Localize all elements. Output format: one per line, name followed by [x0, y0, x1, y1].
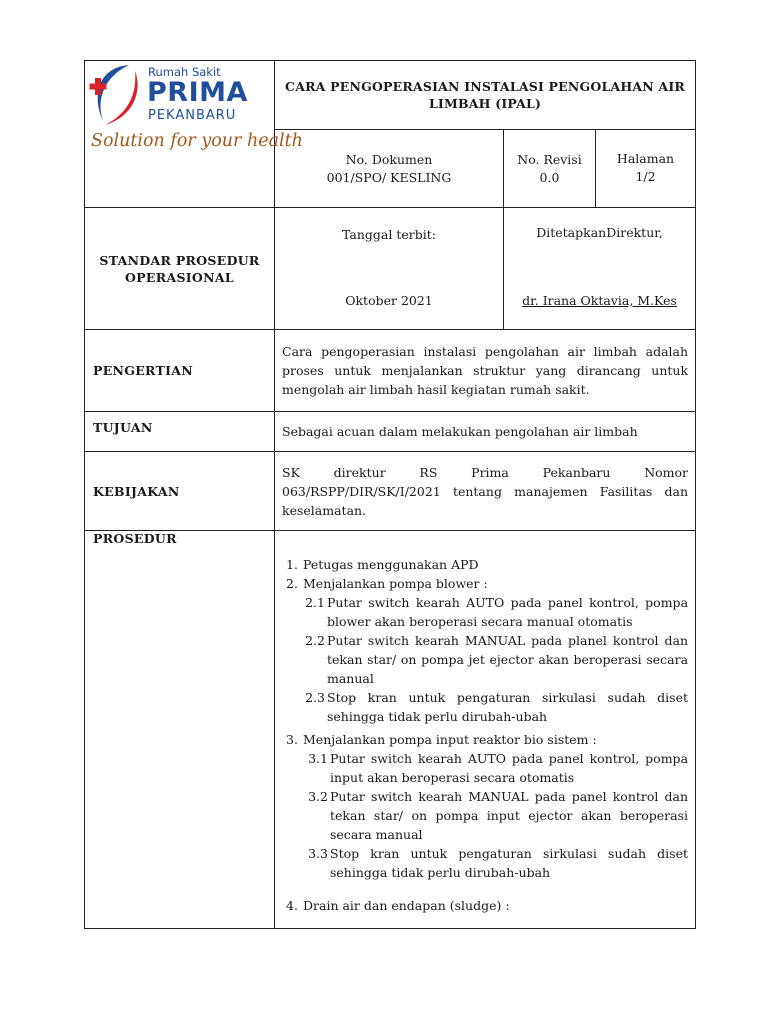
substep-text: Putar switch kearah MANUAL pada planel kontrol dan tekan star/ on pompa jet ejector akan beroperasi secara manual	[327, 633, 689, 686]
step-number: 3.	[286, 732, 298, 747]
procedure-step	[286, 555, 688, 574]
halaman-value: 1/2	[635, 169, 656, 184]
halaman-cell	[596, 130, 696, 208]
prosedur-label: PROSEDUR	[93, 531, 177, 546]
step-number: 2.	[286, 576, 298, 591]
prosedur-content	[275, 531, 696, 929]
cross-swoosh-icon	[89, 61, 145, 129]
tujuan-text: Sebagai acuan dalam melakukan pengolahan air limbah	[275, 412, 696, 452]
substep-text: Putar switch kearah AUTO pada panel kontrol, pompa blower akan beroperasi secara manual otomatis	[327, 595, 689, 629]
sop-document	[84, 60, 695, 928]
no-dokumen-cell	[275, 130, 504, 208]
hospital-logo	[85, 61, 303, 207]
sop-table	[84, 60, 696, 929]
step-text: Drain air dan endapan (sludge) :	[303, 898, 510, 913]
no-revisi-cell	[504, 130, 596, 208]
direktur-name: dr. Irana Oktavia, M.Kes	[522, 292, 677, 308]
procedure-substep	[286, 631, 688, 688]
logo-rumah-sakit-text: Rumah Sakit	[148, 65, 221, 79]
procedure-substep	[286, 749, 688, 787]
substep-text: Stop kran untuk pengaturan sirkulasi sudah diset sehingga tidak perlu dirubah-ubah	[327, 690, 689, 724]
step-number: 1.	[286, 557, 298, 572]
sop-title-line1: STANDAR PROSEDUR	[99, 252, 260, 268]
procedure-step	[286, 896, 688, 915]
substep-number: 3.3	[308, 846, 328, 861]
step-text: Menjalankan pompa input reaktor bio sistem :	[303, 732, 597, 747]
substep-number: 2.3	[305, 690, 325, 705]
procedure-substep	[286, 844, 688, 882]
procedure-substep	[286, 593, 688, 631]
document-title: CARA PENGOPERASIAN INSTALASI PENGOLAHAN AIR LIMBAH (IPAL)	[275, 61, 696, 130]
pengertian-label: PENGERTIAN	[85, 330, 275, 412]
substep-text: Putar switch kearah MANUAL pada panel kontrol dan tekan star/ on pompa input ejector akan beroperasi secara manual	[330, 789, 689, 842]
substep-number: 3.1	[308, 751, 328, 766]
ditetapkan-label: DitetapkanDirektur,	[536, 224, 663, 240]
no-revisi-value: 0.0	[539, 169, 560, 185]
step-number: 4.	[286, 898, 298, 913]
tujuan-label: TUJUAN	[85, 412, 275, 452]
substep-text: Putar switch kearah AUTO pada panel kontrol, pompa input akan beroperasi secara otomatis	[330, 751, 689, 785]
sop-title-line2: OPERASIONAL	[125, 269, 234, 285]
kebijakan-text: SK direktur RS Prima Pekanbaru Nomor 063/RSPP/DIR/SK/I/2021 tentang manajemen Fasilitas dan keselamatan.	[275, 452, 696, 531]
halaman-label: Halaman	[616, 151, 675, 166]
substep-number: 2.1	[305, 595, 325, 610]
logo-prima-text: PRIMA	[147, 77, 248, 108]
tanggal-cell	[275, 208, 504, 330]
no-revisi-label: No. Revisi	[517, 151, 582, 167]
no-dokumen-value: 001/SPO/ KESLING	[326, 169, 452, 185]
sop-title-cell	[85, 208, 275, 330]
procedure-step	[286, 730, 688, 749]
pengertian-text: Cara pengoperasian instalasi pengolahan air limbah adalah proses untuk menjalankan struktur yang dirancang untuk mengolah air limbah hasil kegiatan rumah sakit.	[275, 330, 696, 412]
procedure-substep	[286, 688, 688, 726]
kebijakan-label: KEBIJAKAN	[85, 452, 275, 531]
prosedur-label-cell	[85, 531, 275, 929]
tanggal-value: Oktober 2021	[345, 292, 433, 308]
no-dokumen-label: No. Dokumen	[345, 151, 433, 167]
procedure-step	[286, 574, 688, 593]
logo-tagline: Solution for your health	[91, 131, 303, 151]
procedure-substep	[286, 787, 688, 844]
step-text: Menjalankan pompa blower :	[303, 576, 488, 591]
substep-number: 2.2	[305, 633, 325, 648]
logo-pekanbaru-text: PEKANBARU	[148, 108, 237, 123]
tanggal-label: Tanggal terbit:	[342, 226, 436, 242]
logo-cell	[85, 61, 303, 208]
substep-number: 3.2	[308, 789, 328, 804]
substep-text: Stop kran untuk pengaturan sirkulasi sudah diset sehingga tidak perlu dirubah-ubah	[330, 846, 689, 880]
step-text: Petugas menggunakan APD	[303, 557, 479, 572]
ditetapkan-cell	[504, 208, 696, 330]
